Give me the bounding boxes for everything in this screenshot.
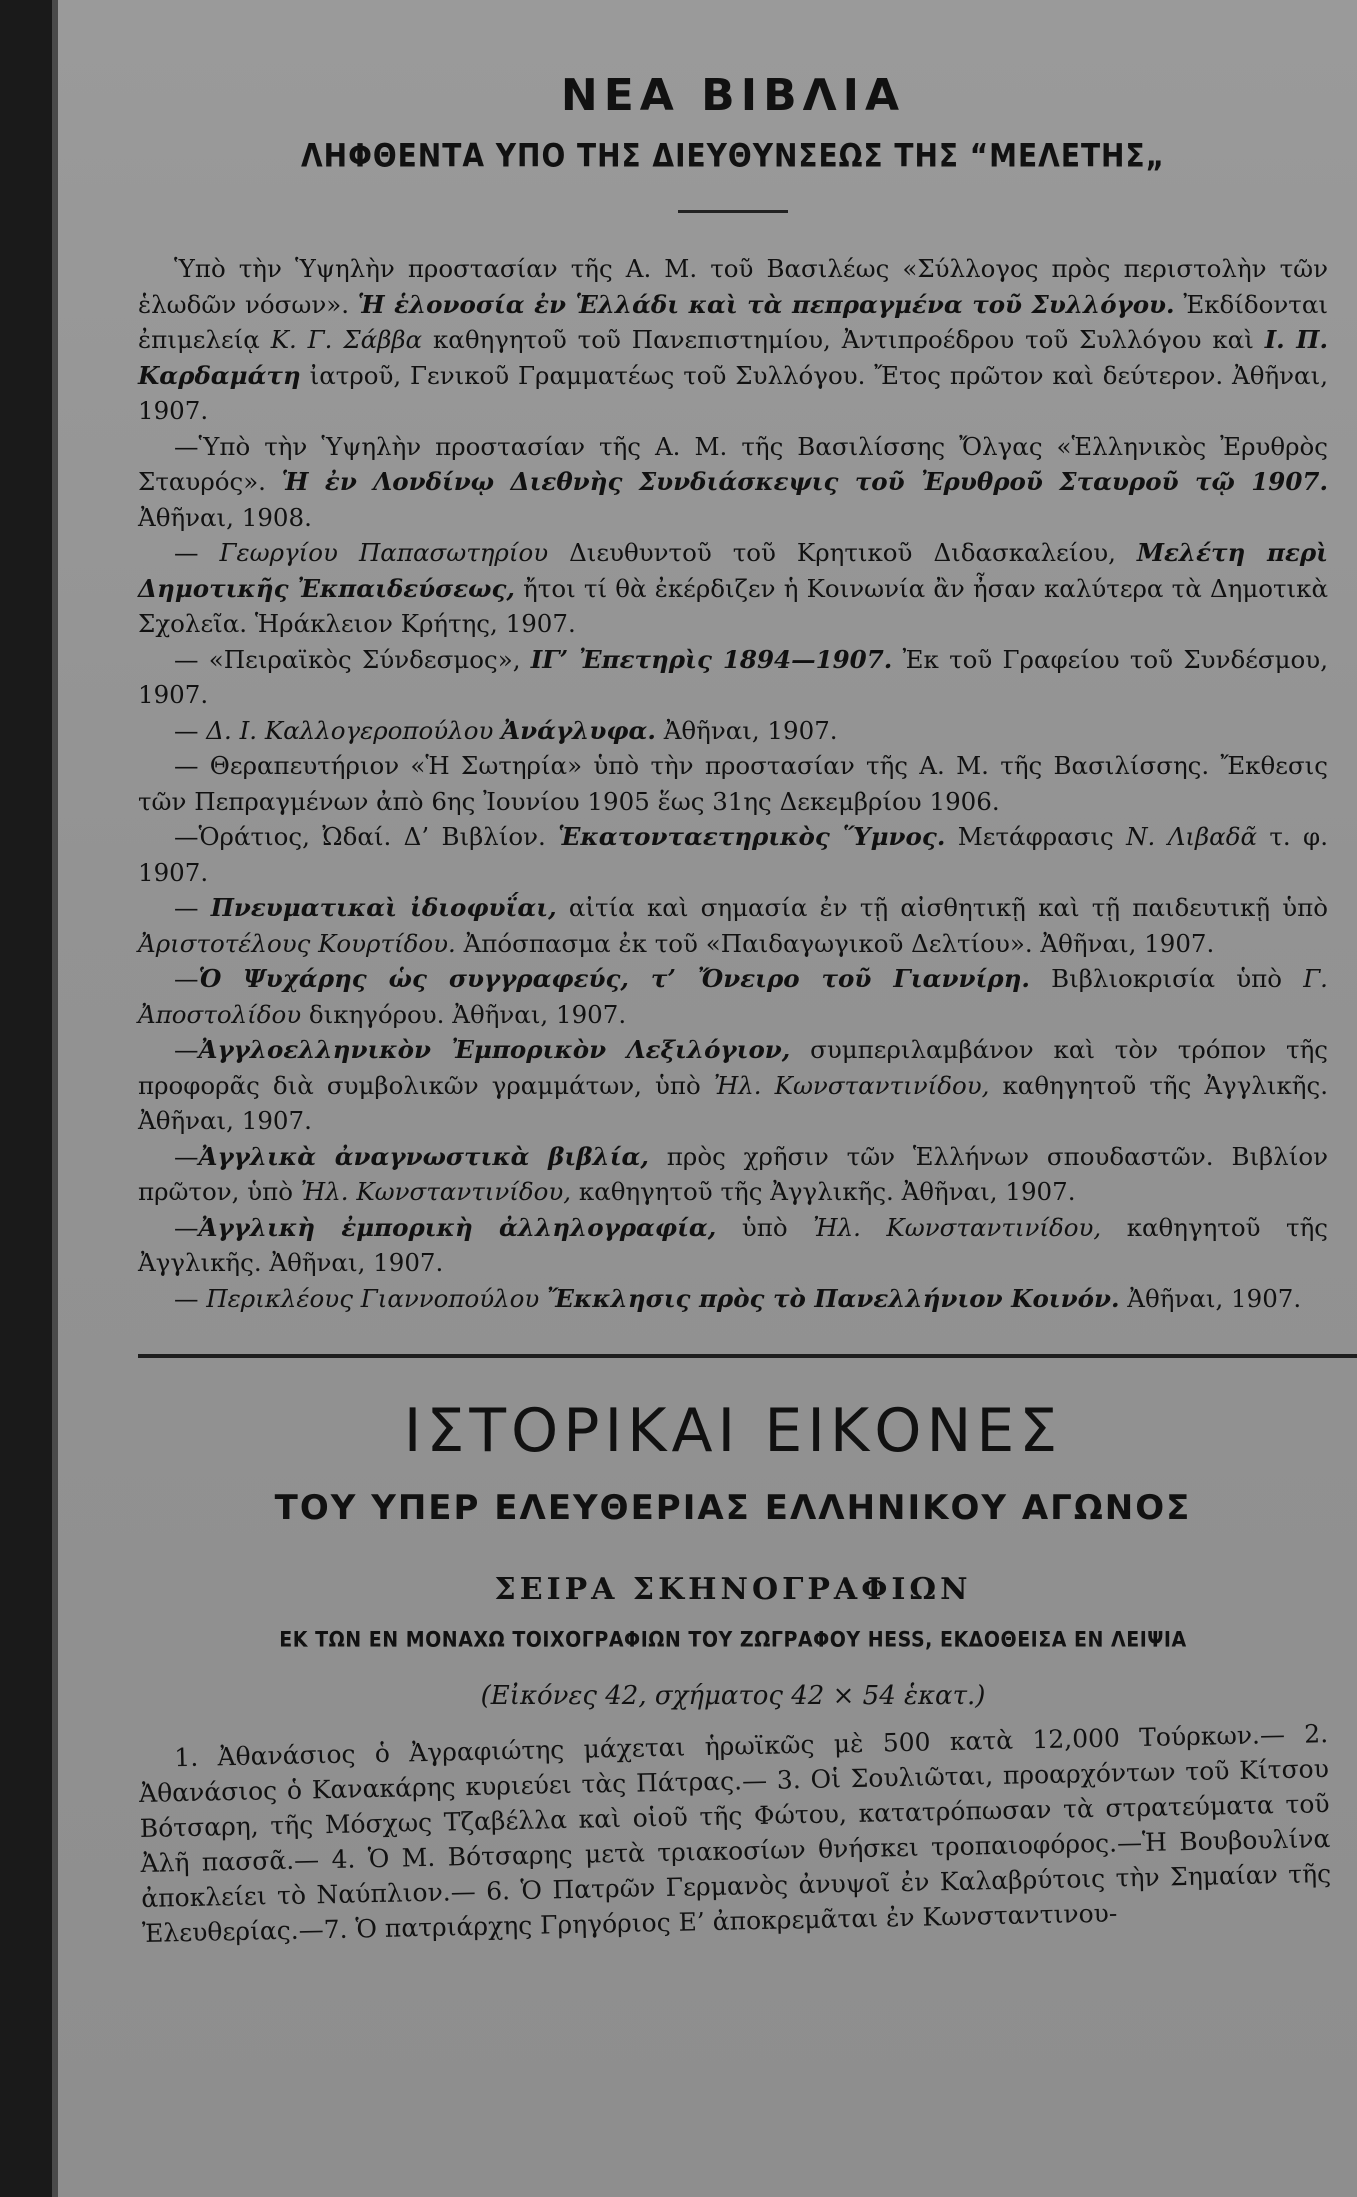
book-entry-part: Ἀγγλικὴ ἐμπορικὴ ἀλληλογραφία, — [198, 1212, 717, 1242]
book-entry-part: —Ὁράτιος, Ὠδαί. Δ’ Βιβλίον. — [174, 822, 559, 851]
book-entry — [138, 819, 1328, 890]
scan-binding-edge — [0, 0, 58, 2197]
book-entry — [138, 1210, 1328, 1281]
book-entry — [138, 713, 1328, 749]
book-entry-part: Ἐκδίδονται ἐπιμελείᾳ — [138, 289, 1328, 354]
book-entry-part: Κ. Γ. Σάββα — [270, 325, 423, 354]
book-entry-part: Ὑπὸ τὴν Ὑψηλὴν προστασίαν τῆς Α. Μ. τοῦ Βασιλέως «Σύλλογος πρὸς περιστολὴν τῶν ἑλωδῶν νόσων». — [138, 254, 1328, 319]
book-entry — [138, 748, 1328, 819]
book-entry — [138, 535, 1328, 642]
book-entry-part: Γ. Ἀποστολίδου — [138, 964, 1328, 1029]
section-title-new-books: ΝΕΑ ΒΙΒΛΙΑ — [560, 70, 906, 121]
book-list — [138, 251, 1328, 1316]
book-entry-part: — «Πειραϊκὸς Σύνδεσμος», — [174, 644, 531, 674]
section-subtitle-new-books: ΛΗΦΘΕΝΤΑ ΥΠΟ ΤΗΣ ΔΙΕΥΘΥΝΣΕΩΣ ΤΗΣ “ΜΕΛΕΤΗΣ„ — [300, 136, 1166, 175]
book-entry-part: ἤτοι τί θὰ ἐκέρδιζεν ἡ Κοινωνία ἂν ἦσαν καλύτερα τὰ Δημοτικὰ Σχολεῖα. Ἡράκλειον Κρήτης, 1907. — [138, 573, 1329, 638]
book-entry-part: — — [174, 1141, 199, 1171]
section-title-historical-images: ΙΣΤΟΡΙΚΑΙ ΕΙΚΟΝΕΣ — [403, 1396, 1063, 1466]
book-entry-part: καθηγητοῦ τῆς Ἀγγλικῆς. Ἀθῆναι, 1907. — [138, 1212, 1328, 1277]
book-entry-part: καθηγητοῦ τῆς Ἀγγλικῆς. Ἀθῆναι, 1907. — [138, 1070, 1328, 1135]
book-entry-part: ΙΓ’ Ἐπετηρὶς 1894—1907. — [530, 644, 893, 674]
book-entry-part: Ἀνάγλυφα. — [501, 715, 656, 745]
book-entry-part: πρὸς χρῆσιν τῶν Ἑλλήνων σπουδαστῶν. Βιβλίον πρῶτον, ὑπὸ — [138, 1141, 1329, 1206]
book-entry-part: δικηγόρου. Ἀθῆναι, 1907. — [301, 999, 627, 1029]
book-entry-part: — — [174, 893, 211, 922]
page — [58, 0, 1357, 2197]
book-entry-part: ἰατροῦ, Γενικοῦ Γραμματέως τοῦ Συλλόγου. Ἔτος πρῶτον καὶ δεύτερον. Ἀθῆναι, 1907. — [138, 360, 1328, 425]
book-entry-part: Δ. Ι. Καλλογεροπούλου — [206, 715, 494, 745]
book-entry-part: —Ὑπὸ τὴν Ὑψηλὴν προστασίαν τῆς Α. Μ. τῆς Βασιλίσσης Ὄλγας «Ἑλληνικὸς Ἐρυθρὸς Σταυρός». — [138, 431, 1328, 496]
long-divider — [138, 1354, 1357, 1358]
book-entry-part: Μετάφρασις — [945, 822, 1127, 851]
book-entry-part — [539, 1284, 547, 1313]
book-entry — [138, 251, 1328, 429]
series-note: (Εἰκόνες 42, σχήματος 42 × 54 ἑκατ.) — [480, 1681, 986, 1711]
section-subtitle-historical-images: ΤΟΥ ΥΠΕΡ ΕΛΕΥΘΕΡΙΑΣ ΕΛΛΗΝΙΚΟΥ ΑΓΩΝΟΣ — [274, 1488, 1192, 1528]
images-list-text: 1. Ἀθανάσιος ὁ Ἀγραφιώτης μάχεται ἡρωϊκῶς μὲ 500 κατὰ 12,000 Τούρκων.— 2. Ἀθανάσιος ὁ Κανακάρης κυριεύει τὰς Πάτρας.— 3. Οἱ Σουλιῶται, προαρχόντων τοῦ Κίτσου Βότσαρη, τῆς Μόσχως Τζαβέλλα καὶ οἱοῦ τῆς Φώτου, κατατρόπωσαν τὰ στρατεύματα τοῦ Ἀλῆ πασσᾶ.— 4. Ὁ Μ. Βότσαρης μετὰ τριακοσίων θνήσκει τροπαιοφόρος.—Ἡ Βουβουλίνα ἀποκλείει τὸ Ναύπλιον.— 6. Ὁ Πατρῶν Γερμανὸς ἀνυψοῖ ἐν Καλαβρύτοις τὴν Σημαίαν τῆς Ἐλευθερίας.—7. Ὁ πατριάρχης Γρηγόριος Ε’ ἀποκρεμᾶται ἐν Κωνσταντινου- — [138, 1719, 1332, 1948]
book-entry-part: Ἀγγλικὰ ἀναγνωστικὰ βιβλία, — [198, 1141, 649, 1171]
book-entry — [138, 429, 1328, 536]
book-entry-part: Ἠλ. Κωνσταντινίδου, — [713, 1070, 990, 1100]
book-entry-part: Ἡ ἐν Λονδίνῳ Διεθνὴς Συνδιάσκεψις τοῦ Ἐρυθροῦ Σταυροῦ τῷ 1907. — [281, 467, 1328, 496]
book-entry-part: — — [174, 1035, 199, 1064]
book-entry-part: Βιβλιοκρισία ὑπὸ — [1029, 964, 1304, 993]
book-entry — [138, 1032, 1328, 1139]
book-entry-part: Μελέτη περὶ Δημοτικῆς Ἐκπαιδεύσεως, — [138, 538, 1328, 603]
book-entry-part: Ἀπόσπασμα ἐκ τοῦ «Παιδαγωγικοῦ Δελτίου». Ἀθῆναι, 1907. — [455, 928, 1215, 958]
book-entry-part: τ. φ. 1907. — [138, 822, 1328, 887]
book-entry-part — [493, 716, 501, 745]
book-entry-part: Ἀγγλοελληνικὸν Ἐμπορικὸν Λεξιλόγιον, — [198, 1035, 791, 1064]
book-entry — [138, 1281, 1328, 1317]
book-entry-part: — Θεραπευτήριον «Ἡ Σωτηρία» ὑπὸ τὴν προστασίαν τῆς Α. Μ. τῆς Βασιλίσσης. Ἔκθεσις τῶν Πεπραγμένων ἀπὸ 6ης Ἰουνίου 1905 ἕως 31ης Δεκεμβρίου 1906. — [138, 751, 1328, 816]
book-entry-part: συμπεριλαμβάνον καὶ τὸν τρόπον τῆς προφορᾶς διὰ συμβολικῶν γραμμάτων, ὑπὸ — [138, 1035, 1328, 1100]
book-entry-part: Γεωργίου Παπασωτηρίου — [219, 538, 549, 567]
series-heading: ΣΕΙΡΑ ΣΚΗΝΟΓΡΑΦΙΩΝ — [494, 1572, 972, 1607]
book-entry-part: Ἀθῆναι, 1908. — [138, 502, 312, 532]
book-entry-part: Περικλέους Γιαννοπούλου — [206, 1283, 540, 1313]
series-subheading: ΕΚ ΤΩΝ ΕΝ ΜΟΝΑΧΩ ΤΟΙΧΟΓΡΑΦΙΩΝ ΤΟΥ ΖΩΓΡΑΦΟΥ HESS, ΕΚΔΟΘΕΙΣΑ ΕΝ ΛΕΙΨΙΑ — [279, 1627, 1187, 1653]
book-entry-part: καθηγητοῦ τοῦ Πανεπιστημίου, Ἀντιπροέδρου τοῦ Συλλόγου καὶ — [422, 325, 1265, 354]
book-entry-part: αἰτία καὶ σημασία ἐν τῇ αἰσθητικῇ καὶ τῇ παιδευτικῇ ὑπὸ — [556, 893, 1328, 922]
book-entry — [138, 890, 1328, 961]
book-entry-part: Ἡ ἑλονοσία ἐν Ἑλλάδι καὶ τὰ πεπραγμένα τοῦ Συλλόγου. — [357, 289, 1175, 319]
short-divider — [678, 210, 788, 213]
book-entry — [138, 961, 1328, 1032]
book-entry — [138, 1139, 1328, 1210]
book-entry-part: — — [174, 1212, 199, 1242]
book-entry-part: — — [174, 964, 199, 993]
book-entry-part: Ὁ Ψυχάρης ὡς συγγραφεύς, τ’ Ὄνειρο τοῦ Γιαννίρη. — [198, 964, 1030, 993]
book-entry-part: Ν. Λιβαδᾶ — [1126, 822, 1257, 851]
book-entry-part: Ἀριστοτέλους Κουρτίδου. — [138, 928, 456, 958]
book-entry-part: Πνευματικαὶ ἰδιοφυΐαι, — [210, 893, 557, 922]
book-entry — [138, 642, 1328, 713]
page-content — [138, 70, 1332, 1951]
book-entry-part: — — [174, 538, 220, 567]
book-entry-part: Ι. Π. Καρδαμάτη — [138, 325, 1328, 390]
book-entry-part: Ἐκ τοῦ Γραφείου τοῦ Συνδέσμου, 1907. — [138, 644, 1328, 709]
book-entry-part: Ἠλ. Κωνσταντινίδου, — [300, 1177, 572, 1206]
book-entry-part: Διευθυντοῦ τοῦ Κρητικοῦ Διδασκαλείου, — [548, 538, 1137, 567]
book-entry-part: Ἑκατονταετηρικὸς Ὕμνος. — [558, 822, 946, 851]
book-entry-part: Ἔκκλησις πρὸς τὸ Πανελλήνιον Κοινόν. — [547, 1283, 1120, 1313]
book-entry-part: — — [174, 1283, 207, 1313]
book-entry-part: — — [174, 715, 207, 745]
book-entry-part: ὑπὸ — [716, 1212, 814, 1242]
book-entry-part: καθηγητοῦ τῆς Ἀγγλικῆς. Ἀθῆναι, 1907. — [571, 1177, 1076, 1206]
book-entry-part: Ἠλ. Κωνσταντινίδου, — [813, 1212, 1102, 1242]
book-entry-part: Ἀθῆναι, 1907. — [1119, 1283, 1302, 1313]
book-entry-part: Ἀθῆναι, 1907. — [655, 715, 838, 745]
